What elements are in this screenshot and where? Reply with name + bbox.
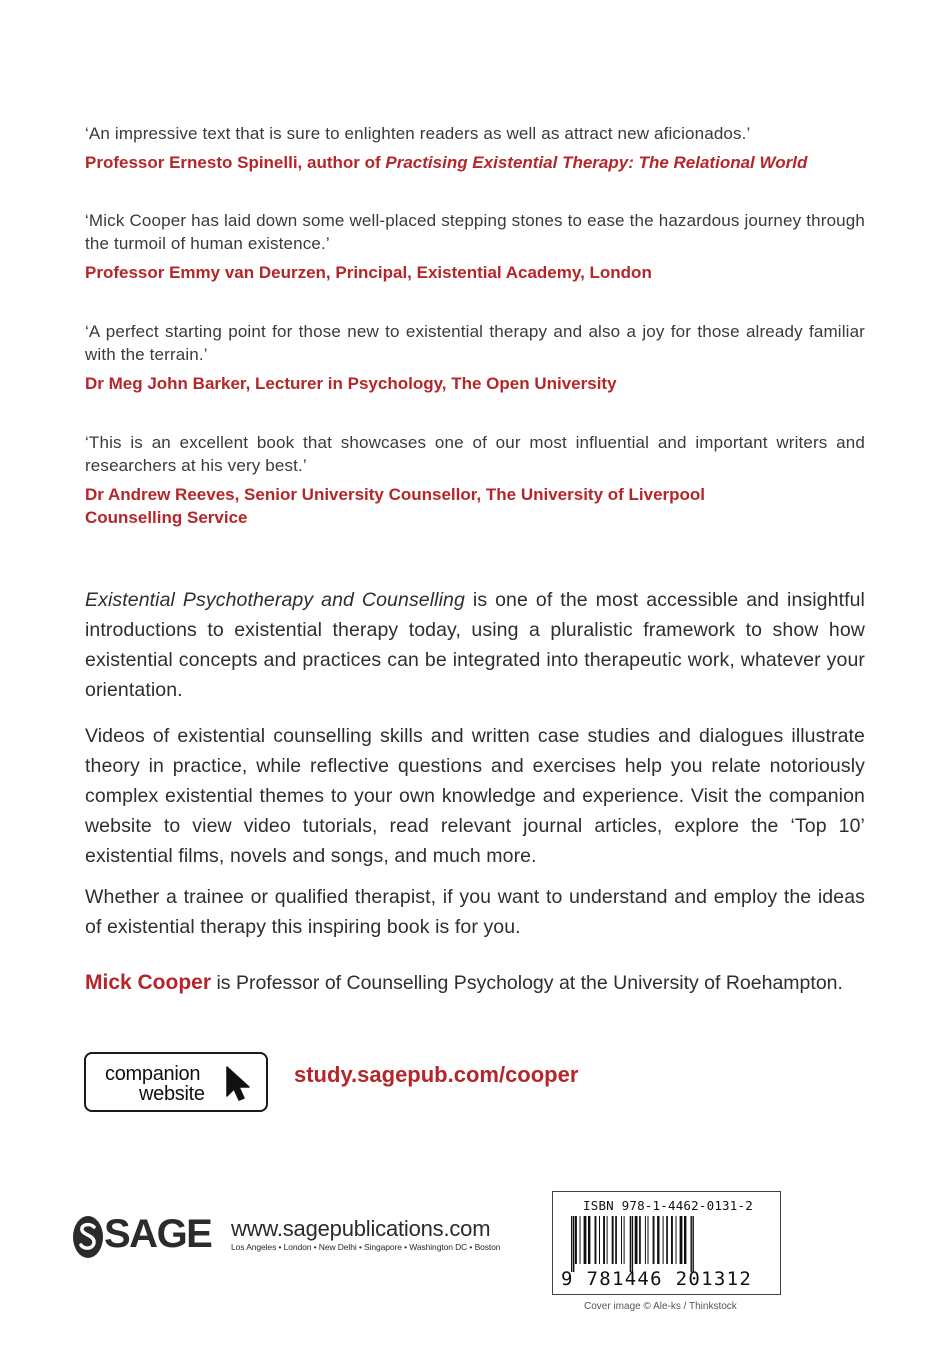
book-title: Existential Psychotherapy and Counselling	[85, 589, 465, 611]
description-text: Whether a trainee or qualified therapist, if you want to understand and employ the ideas of existential therapy this inspiring book is for you.	[85, 886, 865, 938]
attribution-book-title: Practising Existential Therapy: The Relational World	[385, 153, 808, 172]
sage-wordmark: SAGE	[104, 1212, 212, 1256]
attribution-line-1: Dr Andrew Reeves, Senior University Counsellor, The University of Liverpool	[85, 485, 706, 504]
companion-url[interactable]: study.sagepub.com/cooper	[294, 1062, 579, 1087]
description-paragraph-1	[85, 585, 865, 705]
description-text: Videos of existential counselling skills and written case studies and dialogues illustrate theory in practice, while reflective questions and exercises help you relate notoriously complex existential themes to your own knowledge and experience. Visit the companion website to view video tutorials, read relevant journal articles, explore the ‘Top 10’ existential films, novels and songs, and much more.	[85, 725, 865, 867]
author-bio	[85, 968, 875, 998]
author-name: Mick Cooper	[85, 971, 212, 994]
publisher-cities: Los Angeles • London • New Delhi • Singapore • Washington DC • Boston	[231, 1242, 501, 1252]
endorsement-attribution: Professor Emmy van Deurzen, Principal, Existential Academy, London	[85, 263, 652, 282]
barcode-bars	[567, 1216, 769, 1272]
endorsement-attribution	[85, 151, 865, 174]
cursor-arrow-icon	[225, 1066, 251, 1102]
endorsement-1	[85, 122, 865, 174]
publisher-website[interactable]: www.sagepublications.com	[231, 1216, 491, 1241]
description-paragraph-2	[85, 721, 865, 871]
endorsement-quote: ‘Mick Cooper has laid down some well-placed stepping stones to ease the hazardous journey through the turmoil of human existence.’	[85, 211, 865, 253]
barcode-digits: 9 781446 201312	[561, 1268, 753, 1290]
endorsement-4	[85, 431, 865, 529]
author-bio-text: is Professor of Counselling Psychology at the University of Roehampton.	[211, 972, 843, 994]
companion-website-badge	[84, 1052, 268, 1112]
isbn-label: ISBN 978-1-4462-0131-2	[583, 1198, 753, 1213]
endorsement-2	[85, 209, 865, 284]
attribution-line-2: Counselling Service	[85, 508, 248, 527]
isbn-barcode	[552, 1191, 781, 1295]
endorsement-3	[85, 320, 865, 395]
attribution-name: Professor Ernesto Spinelli, author of	[85, 153, 386, 172]
website-label: website	[139, 1083, 205, 1105]
endorsement-attribution	[85, 483, 865, 529]
endorsement-quote: ‘This is an excellent book that showcases one of our most influential and important writers and researchers at his very best.’	[85, 433, 865, 475]
companion-label: companion	[105, 1063, 201, 1085]
sage-logo-icon	[72, 1214, 104, 1260]
endorsement-attribution: Dr Meg John Barker, Lecturer in Psychology, The Open University	[85, 374, 617, 393]
endorsement-quote: ‘An impressive text that is sure to enlighten readers as well as attract new aficionados.’	[85, 124, 751, 143]
description-paragraph-3	[85, 882, 865, 942]
description-text: is one of the most accessible and insightful introductions to existential therapy today, using a pluralistic framework to show how existential concepts and practices can be integrated into therapeutic work, whatever your orientation.	[85, 589, 865, 701]
endorsement-quote: ‘A perfect starting point for those new to existential therapy and also a joy for those already familiar with the terrain.’	[85, 322, 865, 364]
cover-image-credit: Cover image © Ale-ks / Thinkstock	[584, 1301, 737, 1312]
